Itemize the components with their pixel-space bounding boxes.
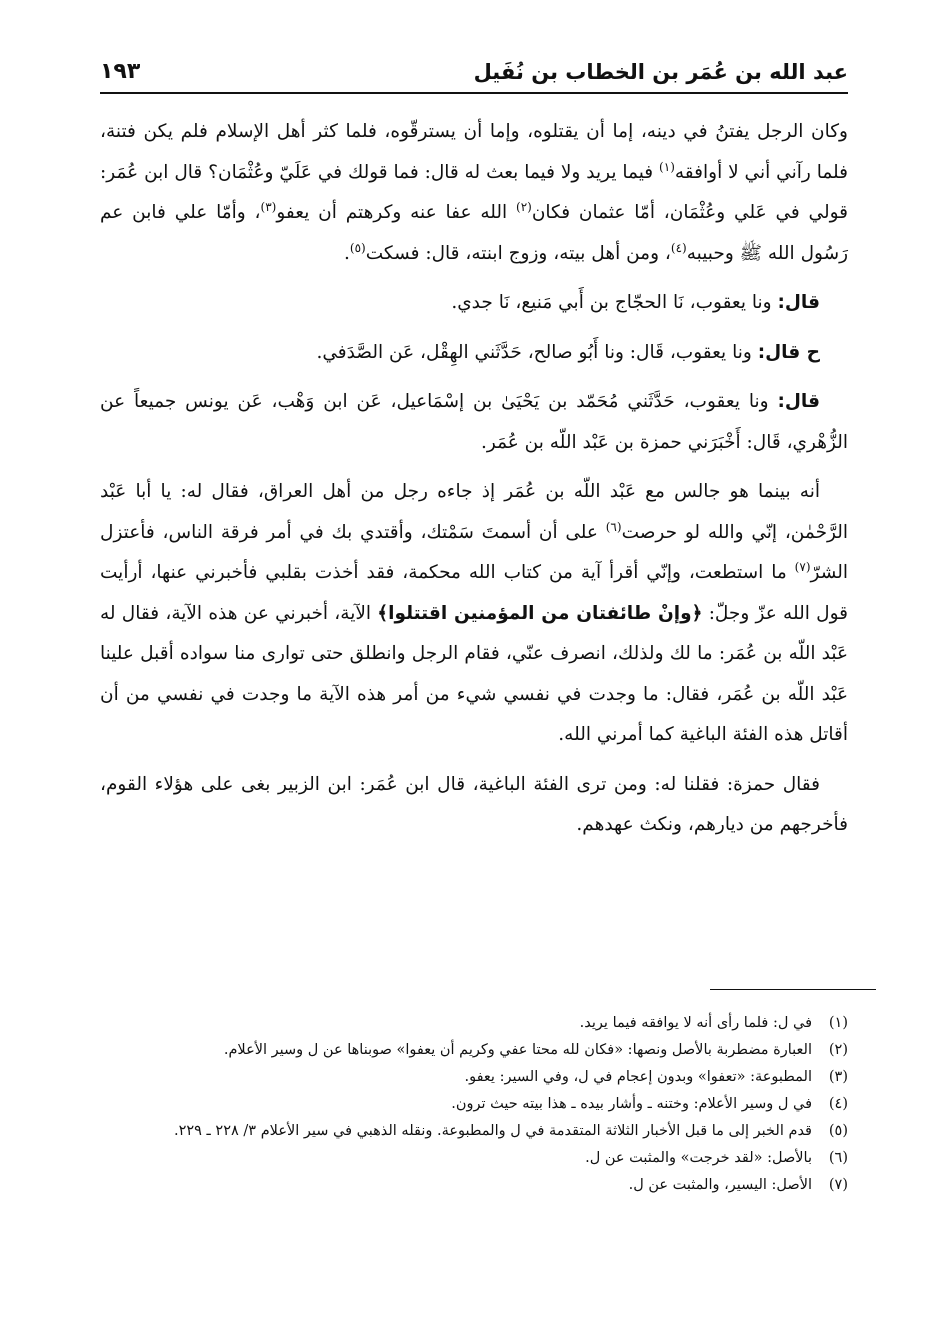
footnote-number: (٢) [828, 1042, 848, 1058]
paragraph-6: فقال حمزة: فقلنا له: ومن ترى الفئة الباغية، قال ابن عُمَر: ابن الزبير بغى على هؤلاء القوم، فأخرجهم من ديارهم، ونكث عهدهم. [100, 773, 848, 835]
paragraph-1: وكان الرجل يفتنُ في دينه، إما أن يقتلوه، وإما أن يسترقّوه، فلما كثر أهل الإسلام فلم يكن فتنة، فلما رآني أني لا أوافقه$^{(١)}$ فيما يريد ولا فيما بعث له قال: فما قولك في عَلَيّ وعُثْمَان؟ قال ابن عُمَر: قولي في عَلي وعُثْمَان، أمّا عثمان فكان$^{(٢)}$ الله عفا عنه وكرهتم أن يعفو$^{(٣)}$، وأمّا علي فابن عم رَسُول الله ﷺ وحبيبه$^{(٤)}$، ومن أهل بيته، وزوج ابنته، قال: فسكت$^{(٥)}$. [100, 121, 849, 264]
footnote-ref-1[interactable]: (١) [659, 159, 675, 174]
footnote-number: (٣) [828, 1069, 848, 1085]
footnote-text: العبارة مضطربة بالأصل ونصها: «فكان لله محتا عفي وكريم أن يعفوا» صوبناها عن ل وسير الأعلام. [223, 1042, 812, 1058]
footnote-item [100, 1118, 848, 1145]
footnote-item [100, 1091, 848, 1118]
header-rule [100, 92, 848, 94]
narration-lead: قال: [777, 391, 820, 412]
footnote-rule [710, 989, 876, 990]
footnote-ref-5[interactable]: (٥) [349, 240, 366, 255]
footnote-number: (٦) [828, 1150, 848, 1166]
narration-lead: ح قال: [757, 341, 820, 363]
footnote-text: في ل: فلما رأى أنه لا يوافقه فيما يريد. [579, 1015, 812, 1031]
paragraph-2-isnad: قال: ونا يعقوب، نَا الحجّاج بن أَبي مَنيع، نَا جدي. [451, 292, 820, 313]
footnote-number: (٥) [828, 1123, 848, 1139]
footnote-ref-7[interactable]: (٧) [794, 559, 811, 574]
footnote-number: (١) [828, 1015, 848, 1031]
footnote-number: (٤) [828, 1096, 848, 1112]
paragraph-3-isnad: ح قال: ونا يعقوب، قَال: ونا أَبُو صالح، حَدَّثَني الهِقْل، عَن الصَّدَفي. [316, 341, 820, 363]
footnote-ref-4[interactable]: (٤) [670, 240, 687, 255]
footnote-ref-2[interactable]: (٢) [516, 199, 532, 214]
footnote-text: قدم الخبر إلى ما قبل الأخبار الثلاثة المتقدمة في ل والمطبوعة. ونقله الذهبي في سير الأعلام ٣/ ٢٢٨ ـ ٢٢٩. [173, 1123, 812, 1139]
footnotes [100, 1010, 848, 1199]
paragraph-5: أنه بينما هو جالس مع عَبْد اللّه بن عُمَر إذ جاءه رجل من أهل العراق، فقال له: يا أبا عَبْد الرَّحْمٰن، إنّي والله لو حرصت$^{(٦)}$ على أن أسمتَ سَمْتك، وأقتدي بك في أمر فرقة الناس، فأعتزل الشرّ$^{(٧)}$ ما استطعت، وإنّي أقرأ آية من كتاب الله محكمة، فقد أخذت بقلبي فأخبرني عنها، أرأيت قول الله عزّ وجلّ: ﴿وإنْ طائفتان من المؤمنين اقتتلوا﴾ الآية، أخبرني عن هذه الآية، فقال له عَبْد اللّه بن عُمَر: ما لك ولذلك، انصرف عنّي، فقام الرجل وانطلق حتى توارى منا سواده أقبل علينا عَبْد اللّه بن عُمَر، فقال: ما وجدت في نفسي شيء من أمر هذه الآية ما وجدت في نفسي من أن أقاتل هذه الفئة الباغية كما أمرني الله. [100, 481, 848, 745]
footnote-item [100, 1064, 848, 1091]
footnote-item [100, 1145, 848, 1172]
footnote-text: المطبوعة: «تعفوا» وبدون إعجام في ل، وفي السير: يعفو. [464, 1069, 812, 1085]
running-title: عبد الله بن عُمَر بن الخطاب بن نُفَيل [473, 60, 848, 84]
footnote-ref-6[interactable]: (٦) [605, 519, 622, 534]
main-text [100, 112, 848, 855]
footnote-item [100, 1010, 848, 1037]
footnote-text: الأصل: اليسير، والمثبت عن ل. [628, 1177, 812, 1193]
footnote-number: (٧) [828, 1177, 848, 1193]
page-number: ١٩٣ [100, 59, 141, 84]
footnote-text: بالأصل: «لقد خرجت» والمثبت عن ل. [585, 1150, 812, 1166]
quran-verse: ﴿وإنْ طائفتان من المؤمنين اقتتلوا﴾ [377, 602, 703, 624]
narration-lead: قال: [777, 292, 820, 313]
page-header [100, 42, 848, 84]
footnote-item [100, 1037, 848, 1064]
footnote-item [100, 1172, 848, 1199]
paragraph-4-isnad: قال: ونا يعقوب، حَدَّثَني مُحَمّد بن يَحْيَىٰ بن إسْمَاعيل، عَن ابن وَهْب، عَن يونس جميعاً عن الزُّهْري، قَال: أَخْبَرَني حمزة بن عَبْد اللّه بن عُمَر. [100, 391, 848, 453]
footnote-text: في ل وسير الأعلام: وختنه ـ وأشار بيده ـ هذا بيته حيث ترون. [451, 1096, 812, 1112]
footnote-ref-3[interactable]: (٣) [260, 199, 277, 214]
